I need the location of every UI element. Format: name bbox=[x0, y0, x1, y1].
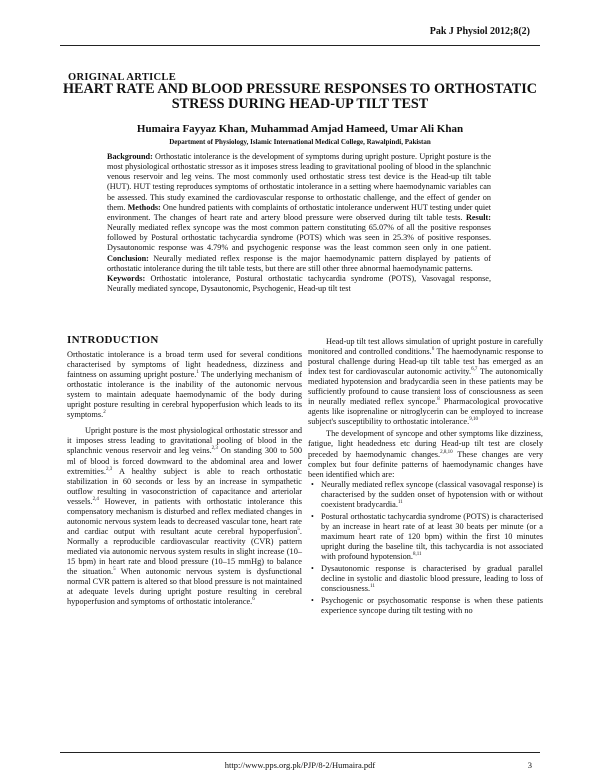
background-label: Background: bbox=[107, 152, 153, 161]
footer-url-link[interactable]: http://www.pps.org.pk/PJP/8-2/Humaira.pdf bbox=[224, 760, 376, 770]
background-text: Orthostatic intolerance is the development of symptoms during upright posture. Upright posture is the most physiological orthostatic stressor as it imposes stress leading to gravitational pooling of blood in the splanchnic venous reservoir and leg veins. The most commonly used orthostatic stress test device is the Head-up tilt table (HUT). HUT testing reproduces symptoms of orthostatic intolerance in a setting where haemodynamic variables can be assessed. This study examined the cardiovascular response to orthostatic challenge, and the effect of gender on them. bbox=[107, 152, 491, 212]
header-rule bbox=[60, 45, 540, 46]
intro-paragraph-2: Upright posture is the most physiological orthostatic stressor and it imposes stress leading to gravitational pooling of blood in the splanchnic venous reservoir and leg veins.$^{2,3}$ On standing 300 to 500 ml of blood is forced downward to the abdominal area and lower extremities.$^{2,3}$ A healthy subject is able to reach orthostatic stabilization in 60 seconds or less by an increase in sympathetic outflow resulting in vasoconstriction of capacitance and arteriolar vessels.$^{2,4}$ However, in patients with orthostatic intolerance this compensatory mechanism is disturbed and reflex mediated changes in autonomic nervous system leads to decreased vascular tone, heart rate and cardiac output with resultant acute cerebral hypoperfusion$^5$. Normally a reproducible cardiovascular reactivity (CVR) pattern mediated via autonomic nervous system results in slight increase (10–15 bpm) in heart rate and blood pressure (10–15 mmHg) to balance the situation.$^5$ When autonomic nervous system is dysfunctional normal CVR pattern is altered so that blood pressure is not maintained at adequate levels during upright posture resulting in cerebral hypoperfusion and symptoms of orthostatic intolerance.$^6$ bbox=[67, 426, 302, 607]
list-item: • Dysautonomic response is characterised by gradual parallel decline in systolic and diastolic blood pressure, leading to loss of consciousness.$^{11}$ bbox=[308, 564, 543, 594]
methods-label: Methods: bbox=[127, 202, 161, 212]
haemodynamic-pattern-list bbox=[308, 480, 543, 617]
article-title: HEART RATE AND BLOOD PRESSURE RESPONSES TO ORTHOSTATIC STRESS DURING HEAD-UP TILT TEST bbox=[62, 81, 537, 112]
author-list: Humaira Fayyaz Khan, Muhammad Amjad Hameed, Umar Ali Khan bbox=[136, 123, 464, 135]
result-text: Neurally mediated reflex syncope was the most common pattern constituting 65.07% of all the positive responses followed by Postural orthostatic tachycardia syndrome (POTS) which was seen in 25.3% of positive responses. Dysautonomic response was 4.79% and psychogenic response was the least common seen only in one patient. bbox=[107, 223, 491, 253]
intro-paragraph-4: The development of syncope and other symptoms like dizziness, fatigue, light headedness etc during Head-up tilt test are closely preceded by haemodynamic changes.$^{2,8,10}$ These changes are very complex but four definite patterns of haemodynamic changes have been identified which are: bbox=[308, 429, 543, 479]
list-item: • Psychogenic or psychosomatic response is when these patients experience syncope during tilt testing with no bbox=[308, 596, 543, 616]
intro-paragraph-1: Orthostatic intolerance is a broad term used for several conditions characterised by symptoms of light headedness, dizziness and faintness on assuming upright posture.$^1$ The underlying mechanism of orthostatic intolerance is the inability of the autonomic nervous system to maintain adequate haemodynamic of the body during upright posture resulting in cerebral hypoperfusion which leads to its symptoms.$^2$ bbox=[67, 350, 302, 420]
intro-paragraph-3: Head-up tilt test allows simulation of upright posture in carefully monitored and controlled conditions.$^6$ The haemodynamic response to postural challenge during Head-up tilt table test has emerged as an index test for cardiovascular autonomic activity.$^{6,7}$ The autonomically mediated hypotension and bradycardia seen in these patients may be sufficiently profound to cause transient loss of consciousness as seen in neurally mediated reflex syncope.$^8$ Pharmacological provocative agents like isoprenaline or nitroglycerin can be employed to increase subject's susceptibility to orthostatic intolerance.$^{9,10}$ bbox=[308, 337, 544, 427]
left-column bbox=[67, 335, 302, 607]
keywords-label: Keywords: bbox=[107, 273, 146, 283]
page-number: 3 bbox=[527, 760, 532, 770]
journal-citation: Pak J Physiol 2012;8(2) bbox=[429, 26, 530, 37]
affiliation: Department of Physiology, Islamic International Medical College, Rawalpindi, Pakistan bbox=[169, 138, 431, 146]
list-item: • Postural orthostatic tachycardia syndrome (POTS) is characterised by an increase in heart rate of at least 30 beats per minute (or a maximum heart rate of 120 bpm) within the first 10 minutes upright during the baseline tilt, this tachycardia is not associated with profound hypotension.$^{8,11}$ bbox=[308, 512, 543, 562]
abstract bbox=[107, 152, 491, 294]
conclusion-text: Neurally mediated reflex response is the major haemodynamic pattern displayed by patients of orthostatic intolerance during the tilt table tests, but there are still other three abnormal haemodynamic patterns. bbox=[107, 253, 491, 273]
result-label: Result: bbox=[465, 212, 491, 222]
right-column bbox=[308, 337, 543, 618]
methods-text: One hundred patients with complaints of orthostatic intolerance underwent HUT testing under quiet environment. The changes of heart rate and artery blood pressure were observed during tilt table tests. bbox=[107, 202, 492, 222]
list-item: • Neurally mediated reflex syncope (classical vasovagal response) is characterised by the sudden onset of hypotension with or without coexistent bradycardia.$^{11}$ bbox=[308, 480, 543, 510]
article-type-label: ORIGINAL ARTICLE bbox=[68, 72, 177, 83]
introduction-heading: INTRODUCTION bbox=[67, 334, 159, 346]
keywords-text: Orthostatic intolerance, Postural orthostatic tachycardia syndrome (POTS), Vasovagal response, Neurally mediated syncope, Dysautonomic, Psychogenic, Head-up tilt test bbox=[107, 273, 491, 294]
conclusion-label: Conclusion: bbox=[107, 253, 149, 263]
footer-rule bbox=[60, 752, 540, 753]
